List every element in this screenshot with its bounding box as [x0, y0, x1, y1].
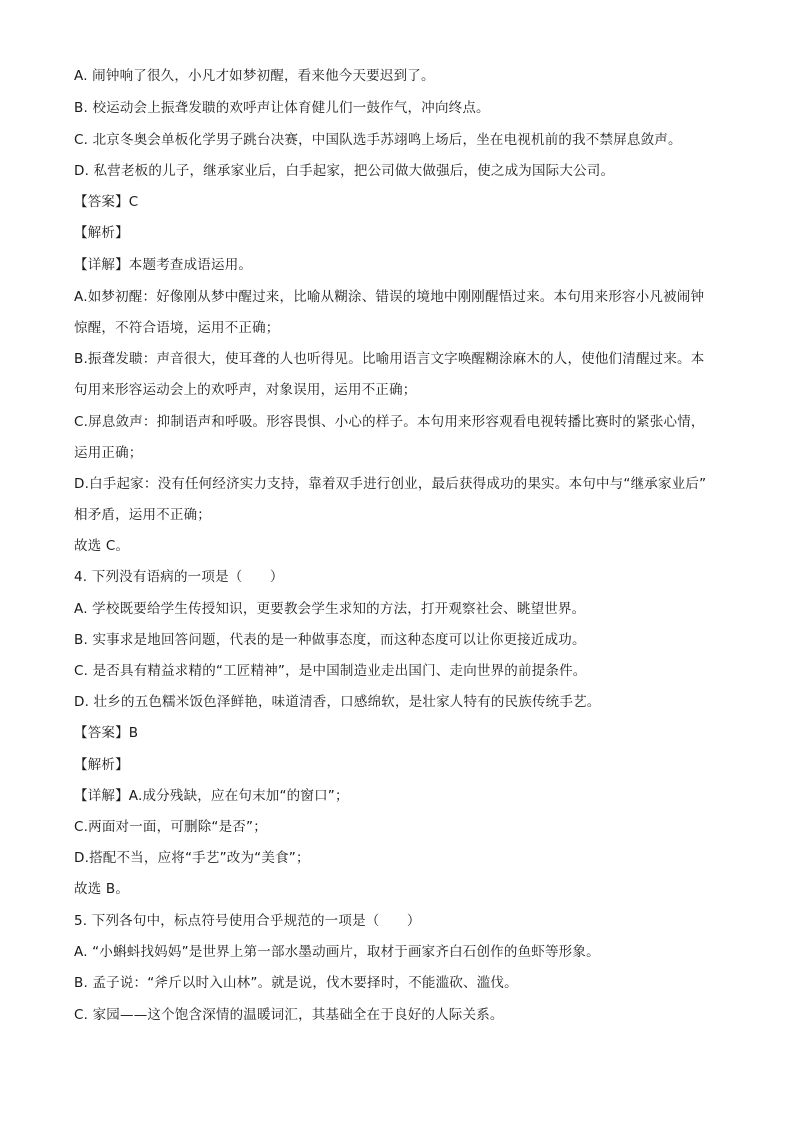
option-line: A. 学校既要给学生传授知识，更要教会学生求知的方法，打开观察社会、眺望世界。	[74, 601, 586, 617]
option-line: C. 北京冬奥会单板化学男子跳台决赛，中国队选手苏翊鸣上场后，坐在电视机前的我不禁屏息敛声。	[74, 132, 682, 148]
detail-line: D.搭配不当，应将“手艺”改为“美食”；	[74, 850, 310, 866]
detail-line: C.屏息敛声：抑制语声和呼吸。形容畏惧、小心的样子。本句用来形容观看电视转播比赛时的紧张心情，	[74, 414, 705, 430]
option-line: A. “小蝌蚪找妈妈”是世界上第一部水墨动画片，取材于画家齐白石创作的鱼虾等形象。	[74, 944, 600, 960]
detail-line: A.如梦初醒：好像刚从梦中醒过来，比喻从糊涂、错误的境地中刚刚醒悟过来。本句用来形容小凡被闹钟	[74, 289, 705, 305]
detail-line: 【详解】本题考查成语运用。	[74, 257, 253, 273]
detail-line: 相矛盾，运用不正确；	[74, 507, 211, 523]
option-line: B. 孟子说：“斧斤以时入山林”。就是说，伐木要择时，不能滥砍、滥伐。	[74, 975, 518, 991]
conclusion-line: 故选 C。	[74, 538, 130, 554]
question-title: 5. 下列各句中，标点符号使用合乎规范的一项是（ ）	[74, 913, 421, 929]
question-title: 4. 下列没有语病的一项是（ ）	[74, 569, 284, 585]
detail-line: 运用正确；	[74, 445, 143, 461]
detail-line: 【详解】A.成分残缺，应在句末加“的窗口”；	[74, 788, 349, 804]
answer-label: 【答案】C	[74, 194, 139, 210]
answer-label: 【答案】B	[74, 725, 139, 741]
analysis-label: 【解析】	[74, 757, 129, 773]
detail-line: 句用来形容运动会上的欢呼声，对象误用，运用不正确；	[74, 382, 417, 398]
analysis-label: 【解析】	[74, 225, 129, 241]
detail-line: D.白手起家：没有任何经济实力支持，靠着双手进行创业，最后获得成功的果实。本句中与“继承家业后”	[74, 476, 707, 492]
option-line: B. 实事求是地回答问题，代表的是一种做事态度，而这种态度可以让你更接近成功。	[74, 632, 586, 648]
option-line: D. 壮乡的五色糯米饭色泽鲜艳，味道清香，口感绵软，是壮家人特有的民族传统手艺。	[74, 694, 601, 710]
option-line: A. 闹钟响了很久，小凡才如梦初醒，看来他今天要迟到了。	[74, 68, 435, 84]
detail-line: C.两面对一面，可删除“是否”；	[74, 819, 267, 835]
conclusion-line: 故选 B。	[74, 881, 130, 897]
detail-line: B.振聋发聩：声音很大，使耳聋的人也听得见。比喻用语言文字唤醒糊涂麻木的人，使他们清醒过来。本	[74, 351, 705, 367]
option-line: D. 私营老板的儿子，继承家业后，白手起家，把公司做大做强后，使之成为国际大公司。	[74, 163, 615, 179]
detail-line: 惊醒，不符合语境，运用不正确；	[74, 320, 280, 336]
option-line: C. 家园——这个饱含深情的温暖词汇，其基础全在于良好的人际关系。	[74, 1007, 504, 1023]
option-line: C. 是否具有精益求精的“工匠精神”，是中国制造业走出国门、走向世界的前提条件。	[74, 663, 587, 679]
option-line: B. 校运动会上振聋发聩的欢呼声让体育健儿们一鼓作气，冲向终点。	[74, 100, 490, 116]
